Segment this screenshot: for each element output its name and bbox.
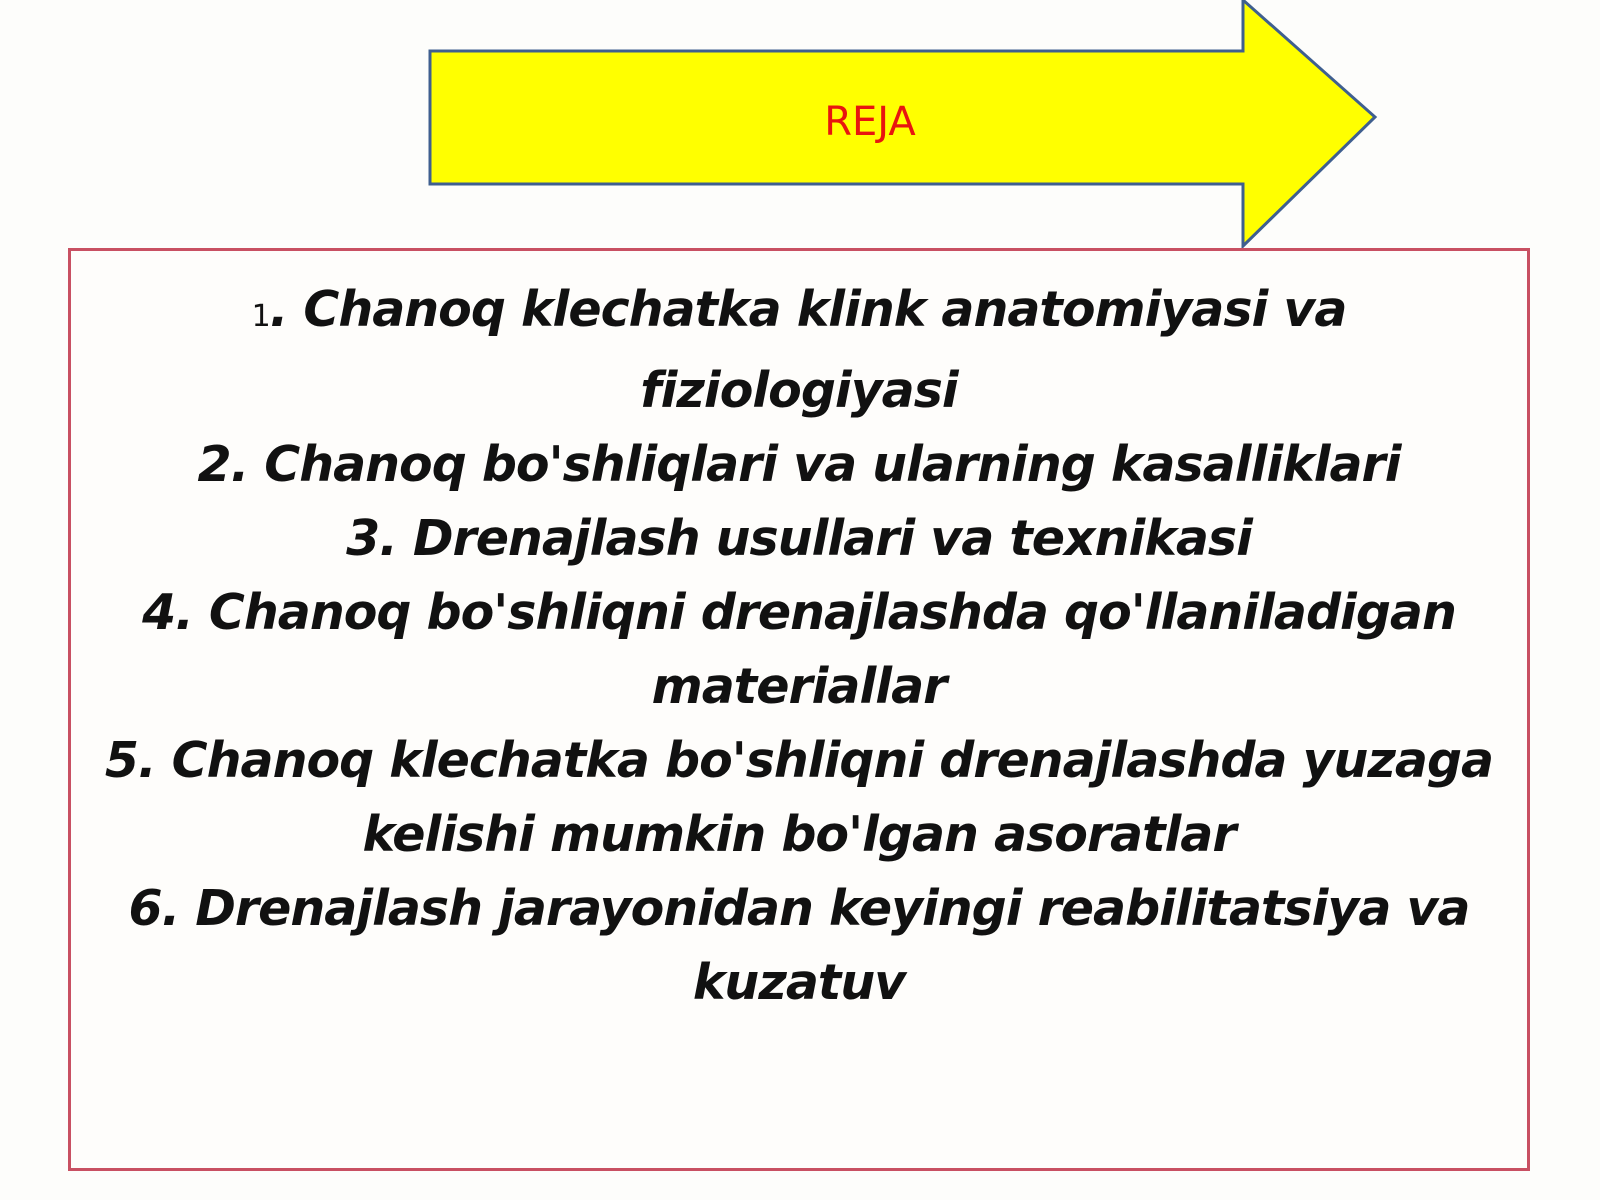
plan-box [68,248,1530,1171]
plan-item-text: 6. Drenajlash jarayonidan keyingi reabilitatsiya va kuzatuv [128,880,1470,1011]
plan-item-text: 4. Chanoq bo'shliqni drenajlashda qo'llaniladigan materiallar [142,584,1456,715]
plan-item-text: 3. Drenajlash usullari va texnikasi [346,510,1252,567]
plan-item-3 [101,502,1497,576]
plan-item-2 [101,428,1497,502]
plan-item-5 [101,724,1497,872]
plan-item-text: 2. Chanoq bo'shliqlari va ularning kasalliklari [197,436,1401,493]
plan-item-1 [101,273,1497,428]
plan-item-text: 5. Chanoq klechatka bo'shliqni drenajlashda yuzaga kelishi mumkin bo'lgan asoratlar [104,732,1494,863]
plan-item-text: . Chanoq klechatka klink anatomiyasi va fiziologiyasi [269,281,1347,419]
plan-item-6 [101,872,1497,1020]
header-label: REJA [824,99,916,145]
plan-item-4 [101,576,1497,724]
plan-list [71,251,1527,1020]
plan-item-number: 1 [251,299,270,334]
